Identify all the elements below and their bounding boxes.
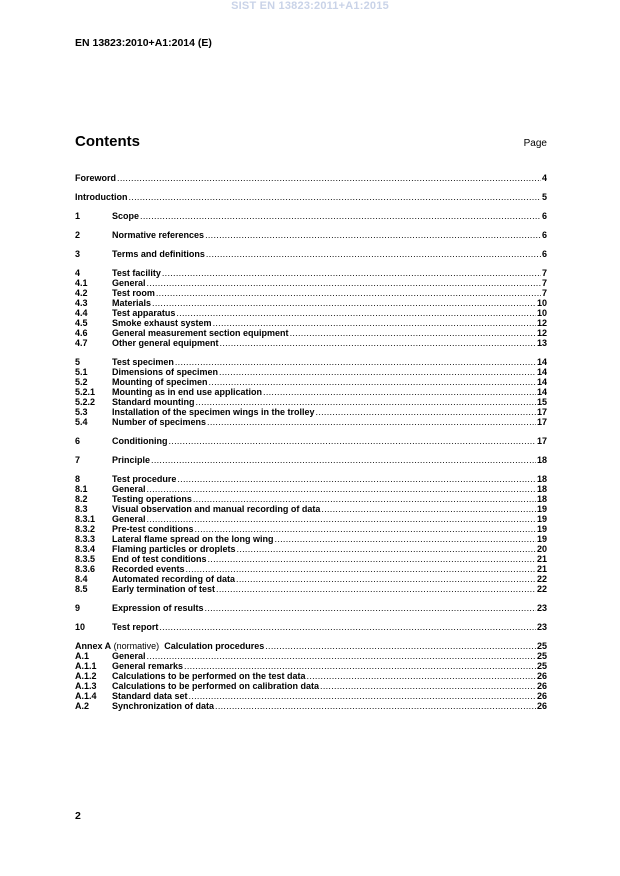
toc-entry-number: 5.1 bbox=[75, 367, 88, 377]
toc-entry-page: 14 bbox=[536, 377, 547, 387]
toc-entry-title: General measurement section equipment bbox=[112, 328, 289, 338]
toc-entry[interactable] bbox=[75, 514, 547, 524]
toc-entry-number: 6 bbox=[75, 436, 81, 446]
toc-entry-title: Test room bbox=[112, 288, 155, 298]
toc-entry[interactable] bbox=[75, 278, 547, 288]
toc-leader-dots bbox=[156, 288, 541, 298]
toc-entry-title: Other general equipment bbox=[112, 338, 219, 348]
toc-leader-dots bbox=[263, 387, 536, 397]
toc-entry-title: Principle bbox=[112, 455, 151, 465]
toc-entry-title: Synchronization of data bbox=[112, 701, 215, 711]
toc-entry-title: Test facility bbox=[112, 268, 161, 278]
toc-entry[interactable] bbox=[75, 651, 547, 661]
watermark: SIST EN 13823:2011+A1:2015 bbox=[231, 0, 389, 12]
toc-entry-number: 7 bbox=[75, 455, 81, 465]
toc-entry-page: 19 bbox=[536, 504, 547, 514]
toc-entry-page: 15 bbox=[536, 397, 547, 407]
toc-entry-title: Flaming particles or droplets bbox=[112, 544, 236, 554]
toc-leader-dots bbox=[175, 357, 536, 367]
toc-entry-number: 8.3.5 bbox=[75, 554, 96, 564]
toc-entry[interactable] bbox=[75, 504, 547, 514]
toc-entry-page: 26 bbox=[536, 691, 547, 701]
toc-entry[interactable] bbox=[75, 691, 547, 701]
toc-leader-dots bbox=[275, 534, 536, 544]
toc-entry-title: Scope bbox=[112, 211, 140, 221]
toc-entry-title: General bbox=[112, 514, 146, 524]
toc-entry-page: 19 bbox=[536, 514, 547, 524]
toc-entry[interactable] bbox=[75, 173, 547, 183]
toc-entry-page: 21 bbox=[536, 554, 547, 564]
toc-leader-dots bbox=[140, 211, 541, 221]
toc-entry-number: 5.4 bbox=[75, 417, 88, 427]
toc-entry[interactable] bbox=[75, 564, 547, 574]
toc-entry-number: 8.3.6 bbox=[75, 564, 96, 574]
toc-leader-dots bbox=[316, 407, 536, 417]
toc-entry[interactable] bbox=[75, 455, 547, 465]
toc-entry[interactable] bbox=[75, 603, 547, 613]
toc-entry[interactable] bbox=[75, 641, 547, 651]
toc-entry-number: 4.3 bbox=[75, 298, 88, 308]
toc-entry[interactable] bbox=[75, 417, 547, 427]
page-title: Contents bbox=[75, 133, 140, 150]
toc-entry-page: 23 bbox=[536, 622, 547, 632]
toc-entry-page: 18 bbox=[536, 474, 547, 484]
toc-leader-dots bbox=[307, 671, 536, 681]
toc-entry-page: 17 bbox=[536, 417, 547, 427]
toc-leader-dots bbox=[177, 474, 536, 484]
toc-leader-dots bbox=[208, 554, 536, 564]
toc-entry-title: General bbox=[112, 278, 146, 288]
toc-entry-page: 21 bbox=[536, 564, 547, 574]
toc-entry-title: End of test conditions bbox=[112, 554, 207, 564]
toc-entry-number: 8.2 bbox=[75, 494, 88, 504]
toc-leader-dots bbox=[237, 544, 536, 554]
toc-entry-title: Smoke exhaust system bbox=[112, 318, 212, 328]
toc-entry-number: 8.3.1 bbox=[75, 514, 96, 524]
toc-entry-number: 4.5 bbox=[75, 318, 88, 328]
toc-entry[interactable] bbox=[75, 318, 547, 328]
toc-entry-page: 20 bbox=[536, 544, 547, 554]
toc-entry-page: 6 bbox=[541, 249, 547, 259]
toc-entry-number: A.1 bbox=[75, 651, 90, 661]
toc-leader-dots bbox=[151, 455, 536, 465]
toc-entry[interactable] bbox=[75, 338, 547, 348]
toc-entry-number: 4 bbox=[75, 268, 81, 278]
toc-leader-dots bbox=[219, 367, 536, 377]
toc-leader-dots bbox=[265, 641, 536, 651]
toc-entry-title: Mounting of specimen bbox=[112, 377, 208, 387]
toc-entry-title: Dimensions of specimen bbox=[112, 367, 219, 377]
toc-entry-number: 5.2.1 bbox=[75, 387, 96, 397]
toc-entry-number: 2 bbox=[75, 230, 81, 240]
toc-entry[interactable] bbox=[75, 622, 547, 632]
toc-leader-dots bbox=[193, 494, 536, 504]
toc-entry-title: Pre-test conditions bbox=[112, 524, 194, 534]
toc-leader-dots bbox=[186, 564, 536, 574]
toc-leader-dots bbox=[129, 192, 541, 202]
toc-entry-title: Conditioning bbox=[112, 436, 168, 446]
toc-leader-dots bbox=[207, 417, 536, 427]
toc-entry-number: 4.2 bbox=[75, 288, 88, 298]
toc-entry[interactable] bbox=[75, 407, 547, 417]
toc-entry-title: Test procedure bbox=[112, 474, 177, 484]
toc-entry-page: 22 bbox=[536, 574, 547, 584]
toc-leader-dots bbox=[205, 230, 541, 240]
toc-leader-dots bbox=[147, 484, 536, 494]
toc-leader-dots bbox=[215, 701, 536, 711]
page-column-label: Page bbox=[523, 138, 547, 149]
toc-entry[interactable] bbox=[75, 308, 547, 318]
toc-entry-page: 17 bbox=[536, 407, 547, 417]
toc-entry-number: 8.5 bbox=[75, 584, 88, 594]
toc-entry-number: 10 bbox=[75, 622, 86, 632]
toc-entry[interactable] bbox=[75, 288, 547, 298]
toc-entry-title: Calculations to be performed on calibration data bbox=[112, 681, 320, 691]
toc-entry[interactable] bbox=[75, 474, 547, 484]
toc-entry-number: 3 bbox=[75, 249, 81, 259]
toc-entry-number: 5.3 bbox=[75, 407, 88, 417]
toc-entry-page: 7 bbox=[541, 278, 547, 288]
toc-entry-page: 23 bbox=[536, 603, 547, 613]
toc-entry[interactable] bbox=[75, 230, 547, 240]
toc-entry-title: Mounting as in end use application bbox=[112, 387, 263, 397]
toc-entry[interactable] bbox=[75, 298, 547, 308]
toc-entry-page: 4 bbox=[541, 173, 547, 183]
toc-entry[interactable] bbox=[75, 367, 547, 377]
toc-entry[interactable] bbox=[75, 574, 547, 584]
toc-entry[interactable] bbox=[75, 268, 547, 278]
toc-entry-number: 8 bbox=[75, 474, 81, 484]
toc-entry-title: Number of specimens bbox=[112, 417, 207, 427]
toc-entry[interactable] bbox=[75, 192, 547, 202]
toc-entry[interactable] bbox=[75, 544, 547, 554]
toc-entry-page: 25 bbox=[536, 641, 547, 651]
toc-entry-title-part: Annex A bbox=[75, 641, 112, 651]
toc-entry-title: Visual observation and manual recording of data bbox=[112, 504, 321, 514]
toc-entry-title: Materials bbox=[112, 298, 152, 308]
toc-entry[interactable] bbox=[75, 701, 547, 711]
toc-entry[interactable] bbox=[75, 524, 547, 534]
toc-entry[interactable] bbox=[75, 584, 547, 594]
toc-entry-title: Lateral flame spread on the long wing bbox=[112, 534, 274, 544]
toc-entry-page: 22 bbox=[536, 584, 547, 594]
toc-entry-title: Normative references bbox=[112, 230, 205, 240]
toc-leader-dots bbox=[147, 514, 536, 524]
toc-entry-page: 14 bbox=[536, 357, 547, 367]
toc-entry-title: Test report bbox=[112, 622, 159, 632]
table-of-contents bbox=[75, 173, 547, 711]
toc-entry-title: Early termination of test bbox=[112, 584, 216, 594]
toc-entry-page: 26 bbox=[536, 701, 547, 711]
toc-leader-dots bbox=[220, 338, 536, 348]
toc-entry[interactable] bbox=[75, 534, 547, 544]
toc-entry[interactable] bbox=[75, 494, 547, 504]
toc-leader-dots bbox=[152, 298, 536, 308]
toc-leader-dots bbox=[117, 173, 541, 183]
toc-entry[interactable] bbox=[75, 661, 547, 671]
toc-leader-dots bbox=[196, 397, 536, 407]
toc-entry[interactable] bbox=[75, 357, 547, 367]
toc-leader-dots bbox=[321, 504, 536, 514]
toc-entry-page: 10 bbox=[536, 298, 547, 308]
toc-entry-title: Testing operations bbox=[112, 494, 192, 504]
toc-entry-page: 26 bbox=[536, 671, 547, 681]
toc-entry-number: 8.3.3 bbox=[75, 534, 96, 544]
toc-entry[interactable] bbox=[75, 377, 547, 387]
toc-entry-title: General bbox=[112, 484, 146, 494]
toc-entry-page: 17 bbox=[536, 436, 547, 446]
toc-entry-title: Test specimen bbox=[112, 357, 174, 367]
toc-entry-number: 5.2 bbox=[75, 377, 88, 387]
toc-leader-dots bbox=[168, 436, 536, 446]
toc-entry-page: 18 bbox=[536, 455, 547, 465]
toc-entry-title: Installation of the specimen wings in the trolley bbox=[112, 407, 315, 417]
toc-leader-dots bbox=[320, 681, 536, 691]
toc-entry-title-annotation: (normative) bbox=[111, 641, 162, 651]
toc-entry-number: 5 bbox=[75, 357, 81, 367]
toc-entry-page: 13 bbox=[536, 338, 547, 348]
toc-entry-title: Foreword bbox=[75, 173, 117, 183]
toc-entry-number: 5.2.2 bbox=[75, 397, 96, 407]
toc-entry-page: 12 bbox=[536, 318, 547, 328]
toc-entry-title: Introduction bbox=[75, 192, 128, 202]
toc-entry-page: 18 bbox=[536, 484, 547, 494]
toc-entry-number: 4.4 bbox=[75, 308, 88, 318]
page-number: 2 bbox=[75, 810, 81, 822]
toc-entry[interactable] bbox=[75, 681, 547, 691]
toc-leader-dots bbox=[184, 661, 536, 671]
toc-entry-page: 12 bbox=[536, 328, 547, 338]
toc-leader-dots bbox=[206, 249, 541, 259]
toc-entry-number: 4.1 bbox=[75, 278, 88, 288]
toc-entry-number: 8.3.2 bbox=[75, 524, 96, 534]
toc-leader-dots bbox=[147, 651, 536, 661]
toc-entry-number: 4.7 bbox=[75, 338, 88, 348]
toc-entry-page: 6 bbox=[541, 230, 547, 240]
toc-leader-dots bbox=[236, 574, 536, 584]
toc-leader-dots bbox=[290, 328, 536, 338]
toc-leader-dots bbox=[195, 524, 536, 534]
toc-entry-page: 14 bbox=[536, 367, 547, 377]
toc-entry-page: 18 bbox=[536, 494, 547, 504]
toc-entry-number: A.1.2 bbox=[75, 671, 97, 681]
toc-leader-dots bbox=[213, 318, 536, 328]
toc-entry-page: 25 bbox=[536, 651, 547, 661]
toc-leader-dots bbox=[209, 377, 536, 387]
toc-leader-dots bbox=[189, 691, 536, 701]
toc-leader-dots bbox=[147, 278, 541, 288]
toc-leader-dots bbox=[216, 584, 536, 594]
toc-entry-number: A.1.4 bbox=[75, 691, 97, 701]
toc-entry-title-part: Calculation procedures bbox=[161, 641, 265, 651]
toc-entry-number: 4.6 bbox=[75, 328, 88, 338]
toc-entry-page: 26 bbox=[536, 681, 547, 691]
toc-entry-title: Test apparatus bbox=[112, 308, 176, 318]
document-id-header: EN 13823:2010+A1:2014 (E) bbox=[75, 37, 212, 49]
toc-entry-title: Expression of results bbox=[112, 603, 204, 613]
toc-entry-page: 5 bbox=[541, 192, 547, 202]
toc-leader-dots bbox=[162, 268, 541, 278]
toc-entry-title bbox=[75, 641, 264, 651]
toc-entry-page: 7 bbox=[541, 268, 547, 278]
toc-entry-page: 19 bbox=[536, 534, 547, 544]
toc-entry-title: Standard mounting bbox=[112, 397, 195, 407]
toc-entry[interactable] bbox=[75, 211, 547, 221]
toc-entry-number: 9 bbox=[75, 603, 81, 613]
toc-entry-number: 8.4 bbox=[75, 574, 88, 584]
toc-leader-dots bbox=[159, 622, 536, 632]
toc-entry-number: A.1.3 bbox=[75, 681, 97, 691]
toc-entry-page: 25 bbox=[536, 661, 547, 671]
toc-leader-dots bbox=[176, 308, 536, 318]
toc-entry-number: 1 bbox=[75, 211, 81, 221]
toc-entry-page: 7 bbox=[541, 288, 547, 298]
toc-entry-page: 14 bbox=[536, 387, 547, 397]
toc-entry[interactable] bbox=[75, 484, 547, 494]
toc-entry[interactable] bbox=[75, 328, 547, 338]
toc-entry-number: 8.1 bbox=[75, 484, 88, 494]
toc-entry-title: General remarks bbox=[112, 661, 184, 671]
toc-entry-number: 8.3.4 bbox=[75, 544, 96, 554]
toc-entry-title: Standard data set bbox=[112, 691, 188, 701]
toc-entry-page: 6 bbox=[541, 211, 547, 221]
toc-entry[interactable] bbox=[75, 387, 547, 397]
toc-entry[interactable] bbox=[75, 554, 547, 564]
toc-entry-page: 10 bbox=[536, 308, 547, 318]
toc-entry-number: A.2 bbox=[75, 701, 90, 711]
toc-entry[interactable] bbox=[75, 249, 547, 259]
toc-entry[interactable] bbox=[75, 397, 547, 407]
toc-entry-page: 19 bbox=[536, 524, 547, 534]
toc-entry-title: Recorded events bbox=[112, 564, 185, 574]
toc-entry-title: General bbox=[112, 651, 146, 661]
toc-entry-title: Terms and definitions bbox=[112, 249, 205, 259]
toc-entry-number: A.1.1 bbox=[75, 661, 97, 671]
toc-leader-dots bbox=[205, 603, 536, 613]
toc-entry-number: 8.3 bbox=[75, 504, 88, 514]
toc-entry-title: Calculations to be performed on the test data bbox=[112, 671, 306, 681]
toc-entry-title: Automated recording of data bbox=[112, 574, 236, 584]
toc-entry[interactable] bbox=[75, 671, 547, 681]
toc-entry[interactable] bbox=[75, 436, 547, 446]
